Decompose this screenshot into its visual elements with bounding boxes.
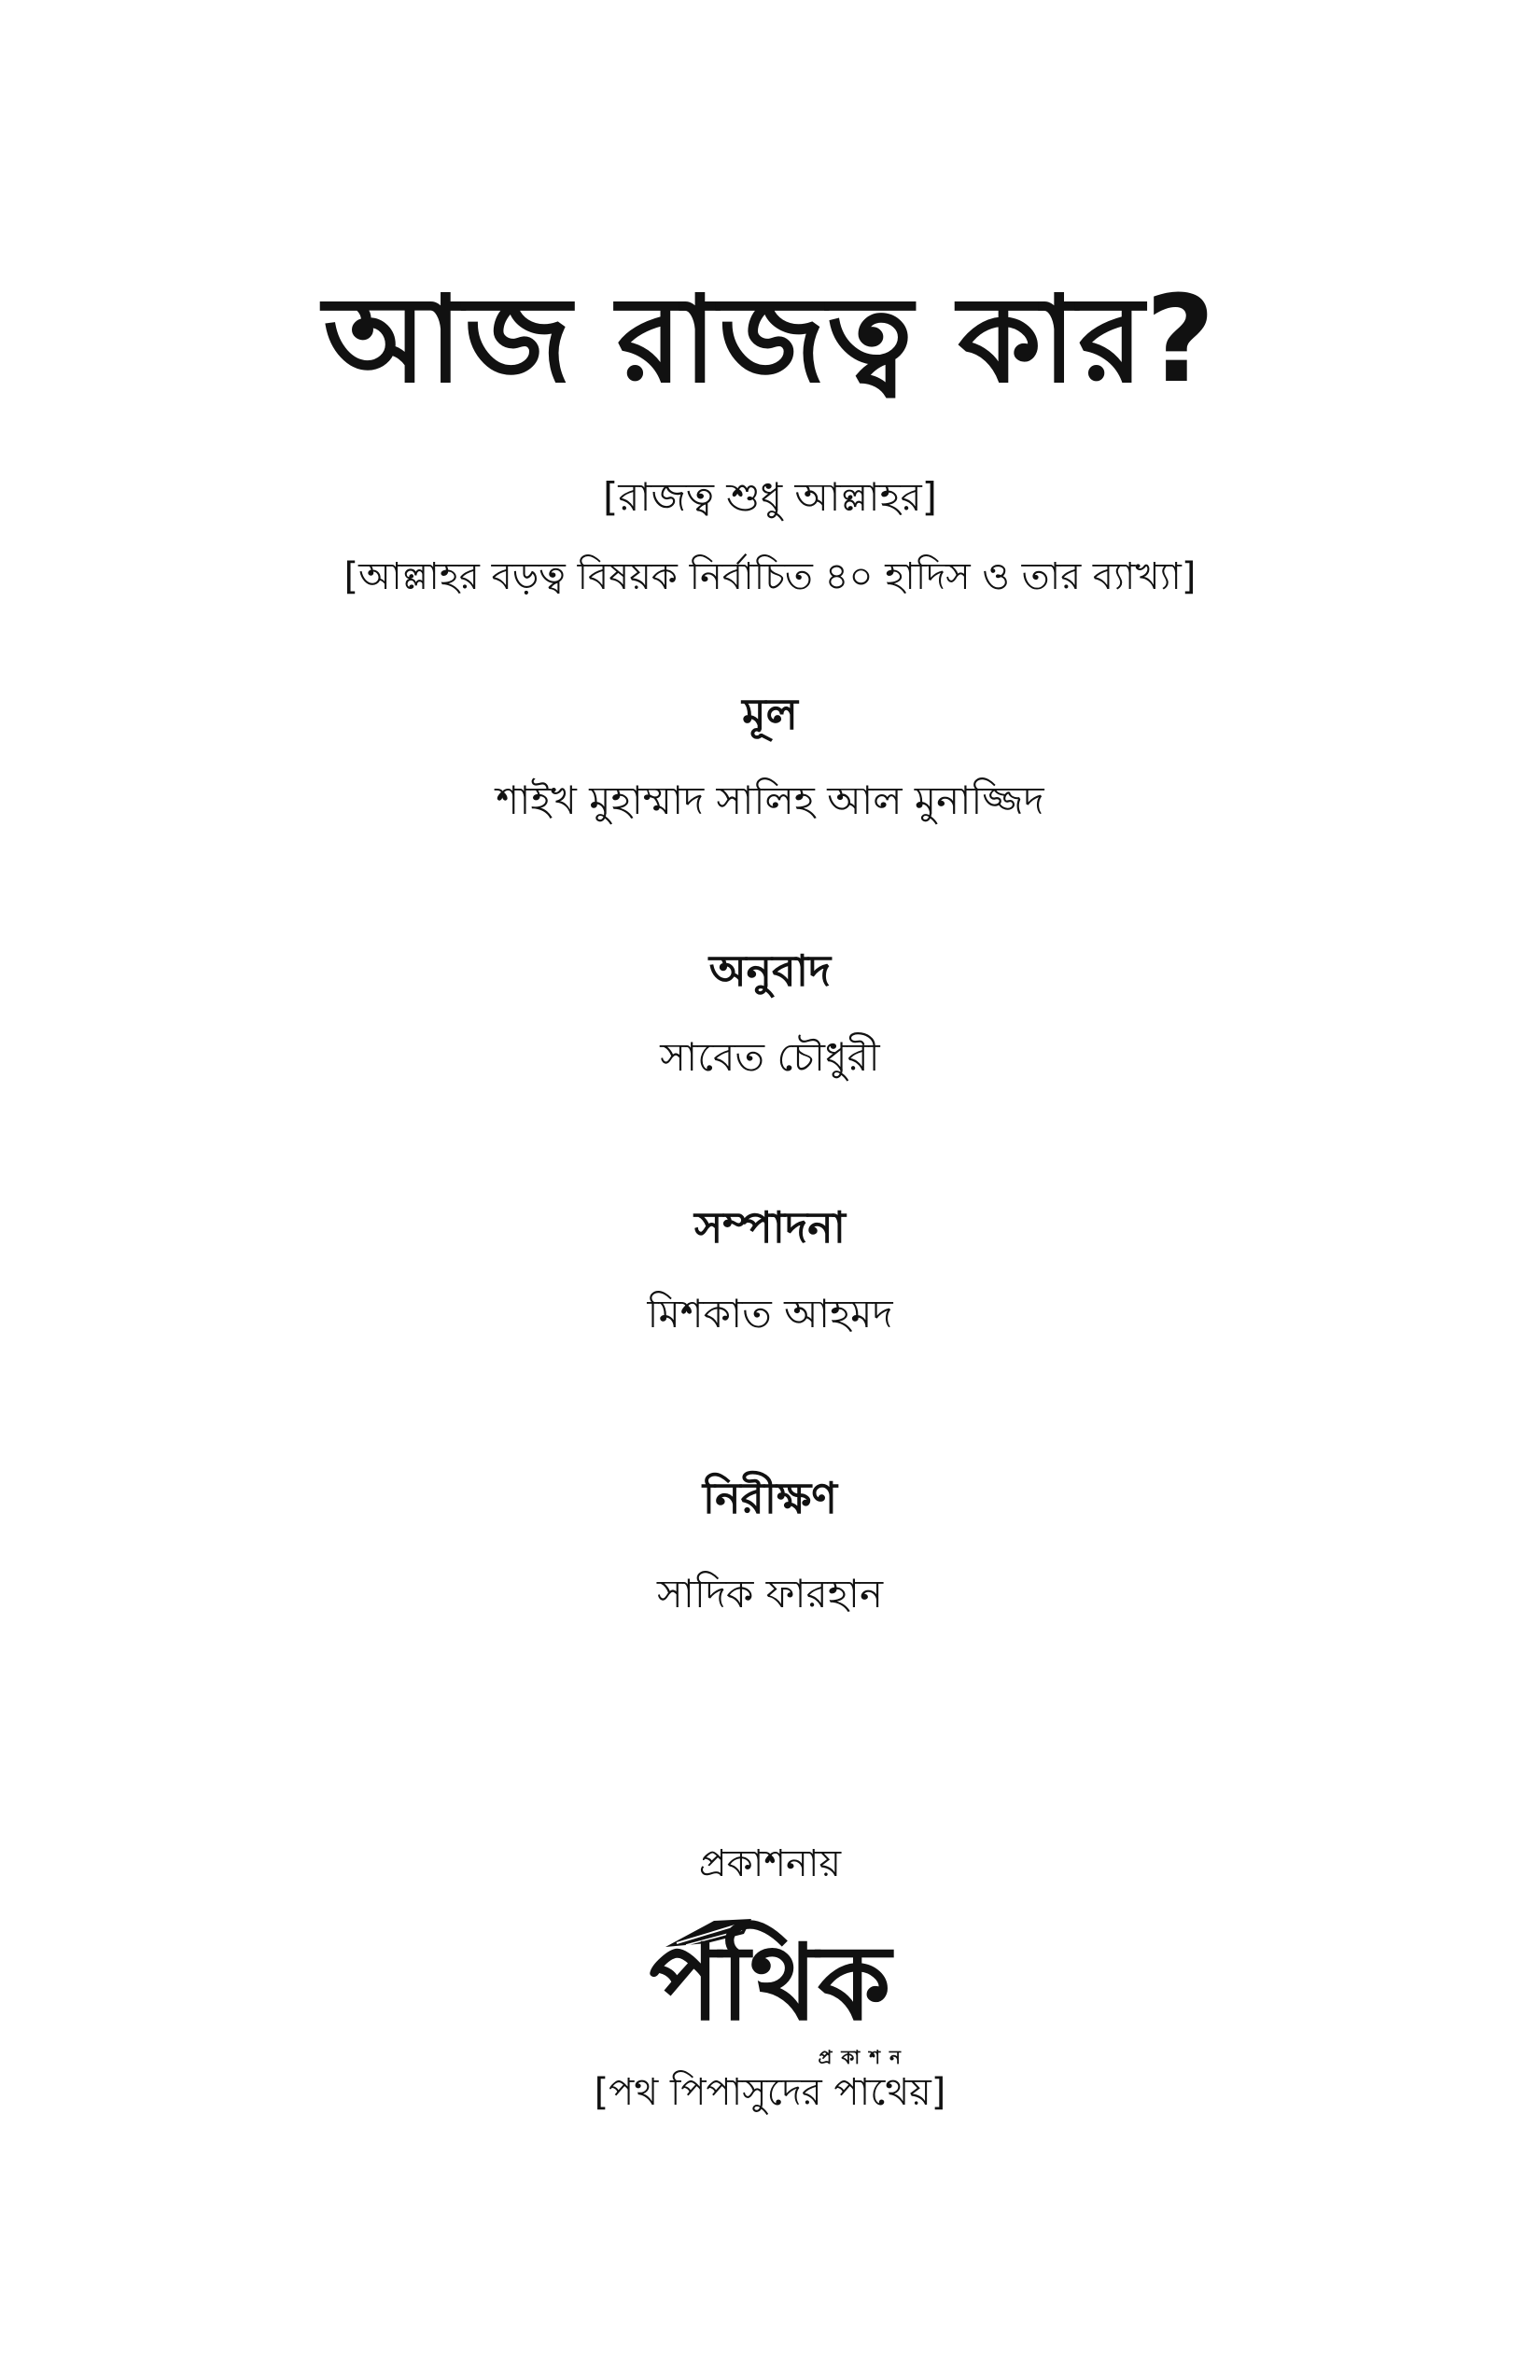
publisher-logo — [621, 1923, 919, 2081]
book-title: আজ রাজত্ব কার? — [323, 271, 1217, 410]
published-by-label: প্রকাশনায় — [698, 1842, 842, 1885]
editing-heading: সম্পাদনা — [694, 1202, 846, 1253]
translator-name: সাবেত চৌধুরী — [660, 1034, 880, 1080]
review-heading: নিরীক্ষণ — [702, 1473, 838, 1523]
editor-name: মিশকাত আহমদ — [647, 1291, 893, 1337]
publisher-tagline: [পথ পিপাসুদের পাথেয়] — [594, 2071, 946, 2114]
publisher-logo-subtitle: প্রকাশন — [818, 2046, 910, 2068]
book-description: [আল্লাহর বড়ত্ব বিষয়ক নির্বাচিত ৪০ হাদিস ও তার ব্যাখ্যা] — [343, 555, 1197, 598]
original-author-name: শাইখ মুহাম্মাদ সালিহ আল মুনাজ্জিদ — [496, 777, 1044, 823]
reviewer-name: সাদিক ফারহান — [656, 1571, 884, 1617]
original-heading: মূল — [742, 689, 798, 739]
book-subtitle: [রাজত্ব শুধু আল্লাহর] — [602, 474, 938, 520]
translation-heading: অনুবাদ — [708, 945, 832, 996]
publisher-logo-name: পথিক — [649, 1923, 891, 2044]
